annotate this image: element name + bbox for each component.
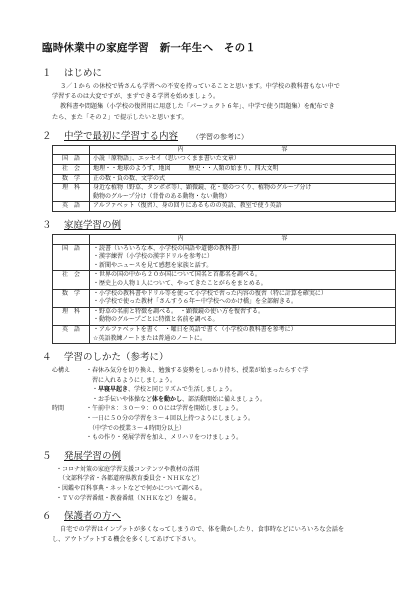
list-item: 時間 ・午前中８：３０～９：００には学習を開始しましょう。 ・一日に５０分の学習を３～４回以上持つようにしましょう。 （中学での授業３～４時間分以上） ・もの作り・発展学習を加え、メリハリをつけましょう。 [52,405,255,442]
list-item: ・ＴＶの学習番組・教養番組（ＮＨＫなど）を観る。 [56,494,201,502]
guardians-paragraph: 自宅での学習はインプットが多くなってしまうので、体を動かしたり、食事時などにいろいろな会話を し、アウトプットする機会を多くしてあげて下さい。 [52,526,345,544]
section-heading: ３ 家庭学習の例 [42,219,122,231]
document-title: 臨時休業中の家庭学習 新一年生へ その１ [42,42,256,54]
table-row: 数 学 ・小学校の教科書やドリル等を使って小学校で習った内容の復習（特に計算を確実に） ・小学校で使った教材「さんすう６年ー中学校へのかけ橋」を全部解きる。 [53,289,396,307]
table-row: 国 語 ・読書（いろいろな本、小学校の国語や道徳の教科書） ・漢字練習（小学校の漢字ドリルを参考に） ・新聞やニュースを見て感想を家族と話す。 [53,244,396,271]
table-row: 社 会 ・世界の国の中から２０か国について国名と首都名を調べる。 ・歴史上の人物１人について、やってきたことがらをまとめる。 [53,271,396,289]
section-intro [42,65,394,123]
list-item: ・図鑑や百科事典・ネットなどで何かについて調べる。 [56,485,206,493]
section-home-study [42,217,394,344]
first-content-table: 内 容 国 語 小説「原物語」、エッセイ（思いつくまま書いた文章） 社 会 地理・・地球のようす、地図 歴史・・人類の始まり、四大文明 数 学 正の数・負の数、文字の式 理 科 身近な植物（野草、タンポポ等）、顕微鏡、花・葉のつくり、植物のグループ分け 動物のグループ分け（背骨のある動物・ない動物） 英 語 アルファベット（復習）、身の回りにあるものの英語、教室で使う英語 [52,145,396,212]
table-row: 英 語 アルファベット（復習）、身の回りにあるものの英語、教室で使う英語 [53,202,396,212]
section-heading: ６ 保護者の方へ [42,511,122,523]
table-row: 理 科 ・野草の名前と特徴を調べる。 ・顕微鏡の使い方を復習する。 ・動物のグループごとに特徴と名前を調べる。 [53,307,396,325]
list-item: 心構え ・春休み気分を切り換え、勉強する姿勢をしっかり持ち、授業が始まったらすぐ学 習に入れるようにしましょう。 ・早寝早起き、学校と同じリズムで生活しましょう。 ・お手伝いや体操など体を動かし、部活動開始に備えましょう。 [52,367,309,403]
table-row: 理 科 身近な植物（野草、タンポポ等）、顕微鏡、花・葉のつくり、植物のグループ分け 動物のグループ分け（背骨のある動物・ない動物） [53,184,396,202]
list-item: （文部科学省・各都道府県教育委員会・ＮＨＫなど） [56,475,204,483]
section-heading: ５ 発展学習の例 [42,450,122,462]
section-heading: ４ 学習のしかた（参考に） [42,352,169,364]
advanced-study-list [42,465,394,503]
section-heading: １ はじめに [42,68,103,79]
how-to-study-list [42,366,394,443]
table-row: 数 学 正の数・負の数、文字の式 [53,174,396,184]
section-heading: ２ 中学で最初に学習する内容 （学習の参考に） [42,130,249,142]
section-advanced-study [42,448,394,503]
table-row: 英 語 ・アルファベットを書く ・曜日を英語で書く（小学校の教科書を参考に） ☆英語教練ノートまたは普通のノートに。 [53,325,396,343]
intro-paragraph: ３／１から の休校で皆さんも学習への不安を持っていることと思います。中学校の教科書もない中で 学習するのは大変ですが、まずできる学習を始めましょう。 教科書や問題集（小学校の復習用に用意した「パーフェクト６年」、中学で使う問題集）を配布でき たら、また「その２」で提示したいと思います。 [52,83,340,121]
list-item: ・コロナ対策の家庭学習支援コンテンツや教材の活用 [56,465,200,473]
home-study-table: 内 容 国 語 ・読書（いろいろな本、小学校の国語や道徳の教科書） ・漢字練習（小学校の漢字ドリルを参考に） ・新聞やニュースを見て感想を家族と話す。 社 会 ・世界の国の中から２０か国について国名と首都名を調べる。 ・歴史上の人物１人について、やってきたことがらをまとめる。 数 学 ・小学校の教科書やドリル等を使って小学校で習った内容の復習（特に計算を確実に） ・小学校で使った教材「さんすう６年ー中学校へのかけ橋」を全部解きる。 理 科 ・野草の名前と特徴を調べる。 ・顕微鏡の使い方を復習する。 ・動物のグループごとに特徴と名前を調べる。 英 語 ・アルファベットを書く ・曜日を英語で書く（小学校の教科書を参考に） ☆英語教練ノートまたは普通のノートに。 [52,234,396,344]
section-first-content [42,128,394,212]
section-guardians [42,508,394,545]
section-how-to-study [42,349,394,443]
table-row: 国 語 小説「原物語」、エッセイ（思いつくまま書いた文章） [53,155,396,165]
table-row: 社 会 地理・・地球のようす、地図 歴史・・人類の始まり、四大文明 [53,165,396,175]
